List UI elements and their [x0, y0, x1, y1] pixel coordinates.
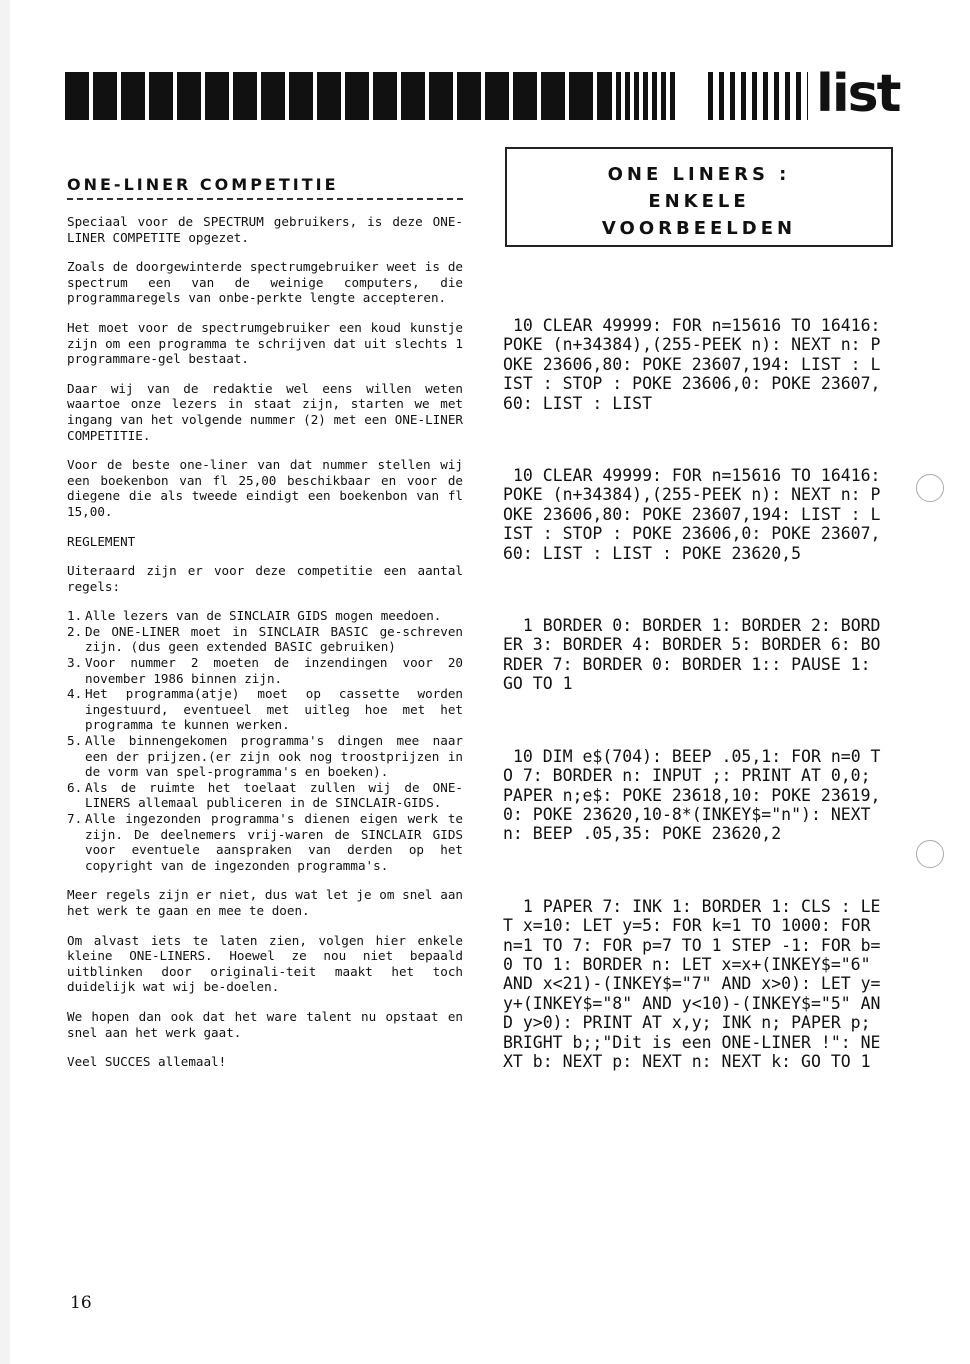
rules-intro: Uiteraard zijn er voor deze competitie een aantal regels: [67, 563, 463, 594]
code-listing: 10 CLEAR 49999: FOR n=15616 TO 16416: POKE (n+34384),(255-PEEK n): NEXT n: POKE 23606,80: POKE 23607,194: LIST : LIST : STOP : POKE 23606,0: POKE 23607,60: LIST : LIST [503, 316, 891, 413]
binder-hole [916, 840, 944, 868]
rule-text: De ONE-LINER moet in SINCLAIR BASIC ge-schreven zijn. (dus geen extended BASIC gebruiken) [85, 623, 463, 655]
rule-item [67, 624, 463, 655]
intro-paragraph: Speciaal voor de SPECTRUM gebruikers, is deze ONE-LINER COMPETITE opgezet. [67, 214, 463, 245]
rule-number: 7. [67, 811, 83, 826]
rule-number: 2. [67, 623, 83, 639]
rule-item [67, 686, 463, 733]
sign-off: Veel SUCCES allemaal! [67, 1054, 227, 1070]
code-listing: 1 BORDER 0: BORDER 1: BORDER 2: BORDER 3: BORDER 4: BORDER 5: BORDER 6: BORDER 7: BORDER 0: BORDER 1:: PAUSE 1: GO TO 1 [503, 616, 881, 694]
binder-hole [916, 474, 944, 502]
rules-list [67, 608, 463, 873]
header-stripes-graphic [708, 72, 808, 120]
rule-item [67, 780, 463, 811]
code-examples [503, 316, 891, 1124]
body-paragraph: Het moet voor de spectrumgebruiker een koud kunstje zijn om een programma te schrijven dat uit slechts 1 programmare-gel bestaat. [67, 319, 463, 367]
rule-number: 4. [67, 686, 83, 702]
page-edge [0, 0, 10, 1364]
closing-paragraph: Om alvast iets te laten zien, volgen hier enkele kleine ONE-LINERS. Hoewel ze nou niet bepaald uitblinken door originali-teit maakt het toch duidelijk wat wij be-doelen. [67, 932, 463, 995]
rule-text: Alle lezers van de SINCLAIR GIDS mogen meedoen. [85, 608, 442, 624]
rule-text: Alle binnengekomen programma's dingen mee naar een der prijzen.(er zijn ook nog troostprijzen in de vorm van spel-programma's en boeken). [85, 733, 463, 780]
page-number: 16 [70, 1293, 92, 1313]
body-paragraph: Zoals de doorgewinterde spectrumgebruiker weet is de spectrum een van de weinige computers, die programmaregels van onbe-perkte lengte accepteren. [67, 259, 463, 306]
left-column [67, 170, 463, 1084]
article-title: ONE-LINER COMPETITIE [67, 175, 339, 194]
code-listing: 1 PAPER 7: INK 1: BORDER 1: CLS : LET x=10: LET y=5: FOR k=1 TO 1000: FOR n=1 TO 7: FOR p=7 TO 1 STEP -1: FOR b=0 TO 1: BORDER n: LET x=x+(INKEY$="6" AND x<21)-(INKEY$="7" AND x>0): LET y=y+(INKEY$="8" AND y<10)-(INKEY$="5" AND y>0): PRINT AT x,y; INK n; PAPER p; BRIGHT b;;"Dit is een ONE-LINER !": NEXT b: NEXT p: NEXT n: NEXT k: GO TO 1 [503, 896, 881, 1071]
reglement-heading: REGLEMENT [67, 533, 136, 549]
body-paragraph: Daar wij van de redaktie wel eens willen weten waartoe onze lezers in staat zijn, starten we met ingang van het volgende nummer (2) met een ONE-LINER COMPETITIE. [67, 380, 463, 443]
list-logo: list [816, 64, 900, 124]
title-divider [67, 198, 463, 200]
box-title-line: ONE LINERS : [607, 164, 791, 185]
rule-text: Voor nummer 2 moeten de inzendingen voor 20 november 1986 binnen zijn. [85, 655, 463, 686]
rule-number: 6. [67, 779, 83, 795]
box-title-line: ENKELE [648, 191, 750, 212]
rule-number: 5. [67, 733, 83, 749]
prize-paragraph: Voor de beste one-liner van dat nummer stellen wij een boekenbon van fl 25,00 beschikbaar en voor de diegene die als tweede eindigt een boekenbon van fl 15,00. [67, 457, 463, 519]
code-listing: 10 DIM e$(704): BEEP .05,1: FOR n=0 TO 7: BORDER n: INPUT ;: PRINT AT 0,0; PAPER n;e$: POKE 23618,10: POKE 23619,0: POKE 23620,10-8*(INKEY$="n"): NEXT n: BEEP .05,35: POKE 23620,2 [503, 746, 881, 844]
closing-paragraph: Meer regels zijn er niet, dus wat let je om snel aan het werk te gaan en mee te doen. [67, 887, 463, 918]
rule-item [67, 608, 463, 624]
examples-title-box [505, 147, 893, 247]
rule-number: 3. [67, 655, 83, 671]
box-title-line: VOORBEELDEN [601, 218, 797, 239]
rule-text: Alle ingezonden programma's dienen eigen werk te zijn. De deelnemers vrij-waren de SINCLAIR GIDS voor eventuele aanspraken van derden op het copyright van de ingezonden programma's. [85, 811, 463, 873]
header-bar-graphic [65, 72, 677, 120]
rule-number: 1. [67, 608, 83, 624]
rule-text: Als de ruimte het toelaat zullen wij de ONE-LINERS allemaal publiceren in de SINCLAIR-GIDS. [85, 779, 463, 811]
rule-item [67, 655, 463, 686]
rule-item [67, 733, 463, 780]
rule-text: Het programma(atje) moet op cassette worden ingestuurd, eventueel met uitleg hoe met het programma te kunnen werken. [85, 686, 463, 733]
closing-paragraph: We hopen dan ook dat het ware talent nu opstaat en snel aan het werk gaat. [67, 1008, 463, 1040]
rule-item [67, 811, 463, 873]
code-listing: 10 CLEAR 49999: FOR n=15616 TO 16416: POKE (n+34384),(255-PEEK n): NEXT n: POKE 23606,80: POKE 23607,194: LIST : LIST : STOP : POKE 23606,0: POKE 23607,60: LIST : LIST : POKE 23620,5 [503, 466, 891, 563]
